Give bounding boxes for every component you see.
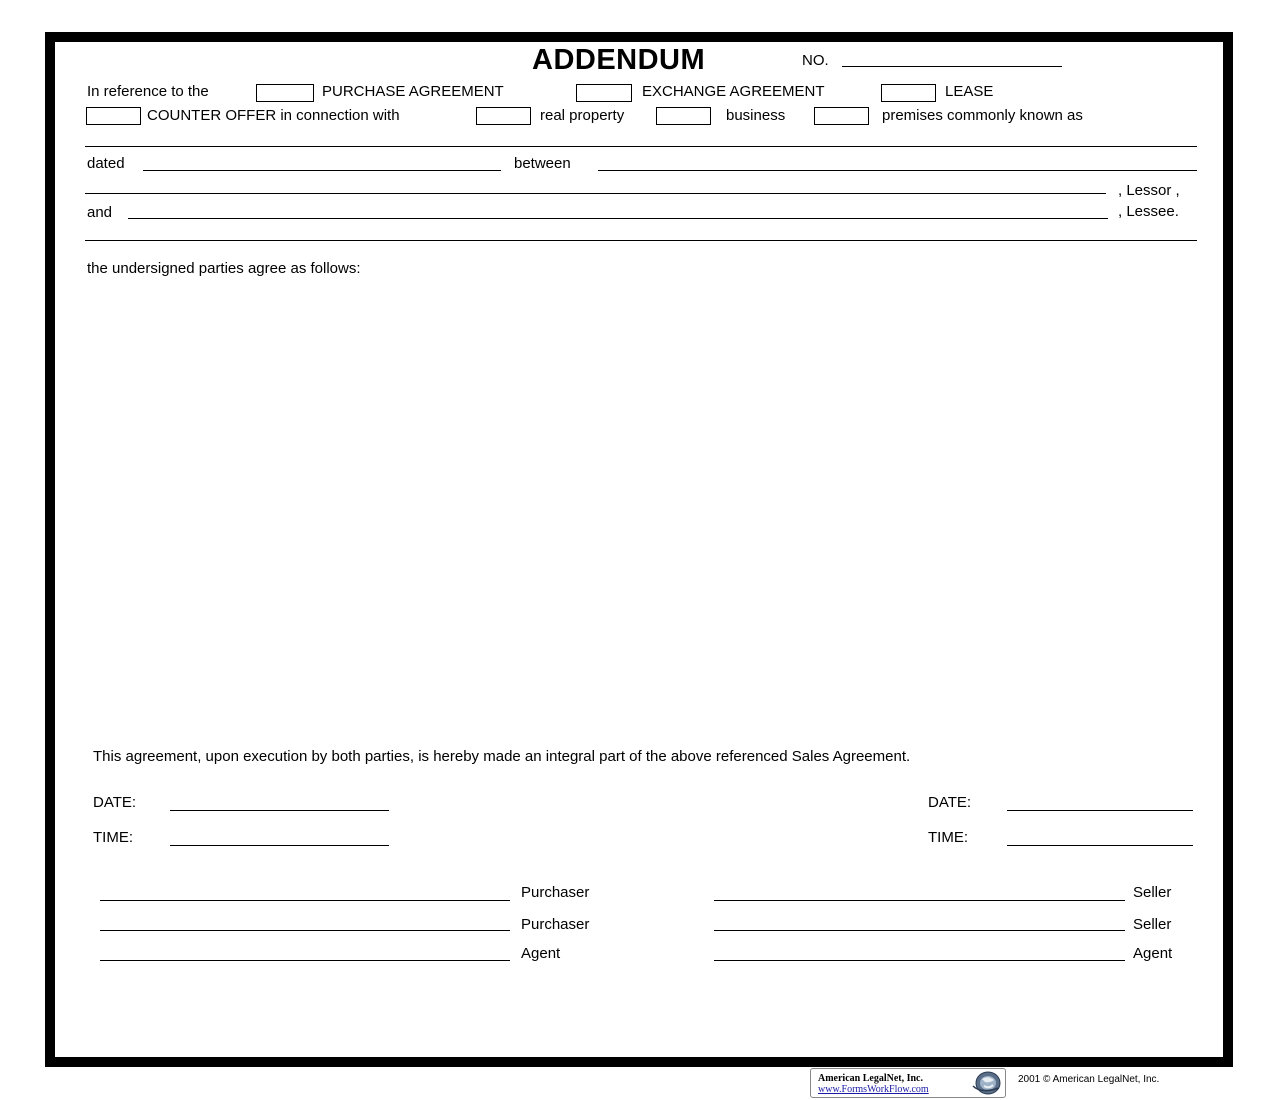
purchaser-signature-2[interactable] xyxy=(100,930,510,931)
purchaser-label-1: Purchaser xyxy=(521,884,590,901)
time-field-left[interactable] xyxy=(170,845,389,846)
business-label: business xyxy=(726,107,786,124)
real-property-label: real property xyxy=(540,107,625,124)
real-property-checkbox[interactable] xyxy=(476,107,531,125)
and-label: and xyxy=(87,204,113,221)
lessee-field[interactable] xyxy=(128,218,1108,219)
lease-label: LEASE xyxy=(945,83,994,100)
copyright: 2001 © American LegalNet, Inc. xyxy=(1018,1074,1160,1085)
exchange-agreement-checkbox[interactable] xyxy=(576,84,632,102)
vendor-logo[interactable] xyxy=(810,1068,1006,1098)
lessee-label: , Lessee. xyxy=(1118,203,1179,220)
dated-label: dated xyxy=(87,155,125,172)
exchange-agreement-label: EXCHANGE AGREEMENT xyxy=(642,83,825,100)
reference-intro: In reference to the xyxy=(87,83,209,100)
seller-label-1: Seller xyxy=(1133,884,1172,901)
purchaser-label-2: Purchaser xyxy=(521,916,590,933)
lessor-field[interactable] xyxy=(85,193,1106,194)
seller-signature-1[interactable] xyxy=(714,900,1125,901)
agent-label-right: Agent xyxy=(1133,945,1173,962)
time-label-left: TIME: xyxy=(93,829,133,846)
purchaser-signature-1[interactable] xyxy=(100,900,510,901)
number-field[interactable] xyxy=(842,66,1062,67)
number-label: NO. xyxy=(802,52,829,69)
premises-field[interactable] xyxy=(85,146,1197,147)
between-field[interactable] xyxy=(598,170,1197,171)
agent-label-left: Agent xyxy=(521,945,561,962)
between-label: between xyxy=(514,155,571,172)
seller-label-2: Seller xyxy=(1133,916,1172,933)
business-checkbox[interactable] xyxy=(656,107,711,125)
date-label-right: DATE: xyxy=(928,794,972,811)
agent-signature-right[interactable] xyxy=(714,960,1125,961)
date-field-right[interactable] xyxy=(1007,810,1193,811)
premises-label: premises commonly known as xyxy=(882,107,1083,124)
logo-name: American LegalNet, Inc. xyxy=(818,1073,923,1084)
time-label-right: TIME: xyxy=(928,829,968,846)
counter-offer-label: COUNTER OFFER in connection with xyxy=(147,107,400,124)
seller-signature-2[interactable] xyxy=(714,930,1125,931)
agent-signature-left[interactable] xyxy=(100,960,510,961)
counter-offer-checkbox[interactable] xyxy=(86,107,141,125)
lease-checkbox[interactable] xyxy=(881,84,936,102)
time-field-right[interactable] xyxy=(1007,845,1193,846)
premises-checkbox[interactable] xyxy=(814,107,869,125)
globe-icon xyxy=(969,1070,1003,1096)
divider xyxy=(85,240,1197,241)
terms-area[interactable] xyxy=(87,284,1197,724)
date-label-left: DATE: xyxy=(93,794,137,811)
logo-url[interactable]: www.FormsWorkFlow.com xyxy=(818,1084,929,1095)
integral-text: This agreement, upon execution by both parties, is hereby made an integral part of the above referenced Sales Agreement. xyxy=(93,748,911,765)
purchase-agreement-checkbox[interactable] xyxy=(256,84,314,102)
date-field-left[interactable] xyxy=(170,810,389,811)
dated-field[interactable] xyxy=(143,170,501,171)
lessor-label: , Lessor , xyxy=(1118,182,1180,199)
page-title: ADDENDUM xyxy=(532,44,706,76)
purchase-agreement-label: PURCHASE AGREEMENT xyxy=(322,83,504,100)
agree-text: the undersigned parties agree as follows: xyxy=(87,260,361,277)
